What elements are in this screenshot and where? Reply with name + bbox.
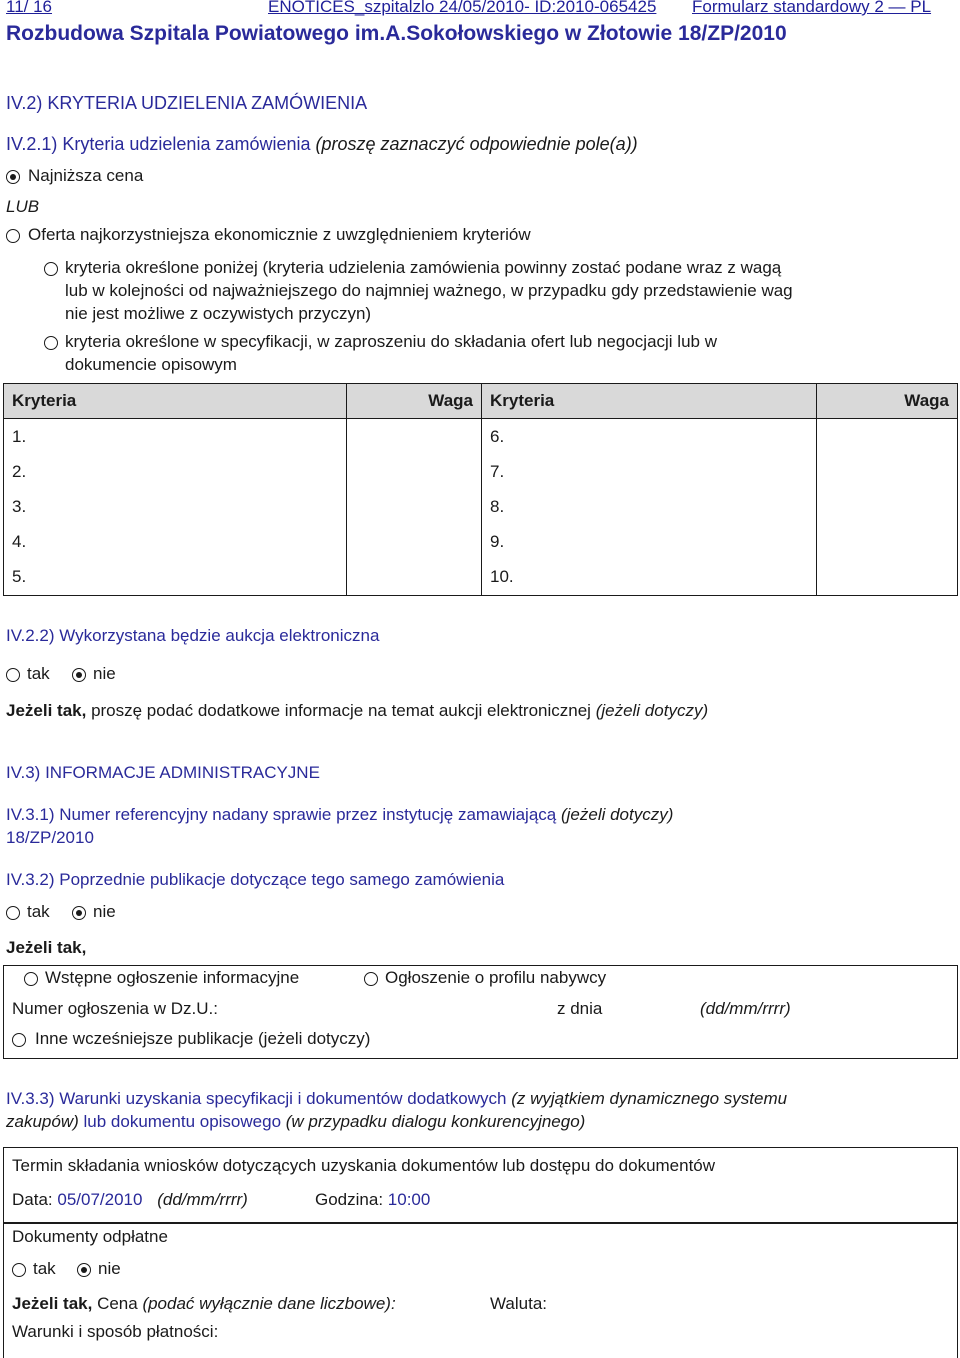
criterion-left: 5. [4,559,347,596]
section-iv33-hint-c: (w przypadku dialogu konkurencyjnego) [285,1112,586,1131]
section-iv33-heading-line2 [6,1112,585,1132]
section-iv33-title-b: lub dokumentu opisowego [83,1112,282,1131]
label-paid-yes: tak [33,1259,56,1278]
label-criteria-spec-1: kryteria określone w specyfikacji, w zaproszeniu do składania ofert lub negocjacji lub w [65,332,717,351]
label-prior-info-notice: Wstępne ogłoszenie informacyjne [45,968,300,987]
section-iv33-hint-b: zakupów) [6,1112,79,1131]
label-paid-no: nie [98,1259,121,1278]
currency-label: Waluta: [490,1294,548,1313]
criterion-left: 1. [4,419,347,455]
label-criteria-below-1: kryteria określone poniżej (kryteria udzielenia zamówienia powinny zostać podane wraz z wagą [65,258,782,277]
section-iv21-title: IV.2.1) Kryteria udzielenia zamówienia [6,134,311,154]
section-iv33-hint-a: (z wyjątkiem dynamicznego systemu [511,1089,788,1108]
criterion-right: 8. [482,489,817,524]
deadline-date-line [12,1190,248,1210]
criterion-right: 6. [482,419,817,455]
label-other-publications: Inne wcześniejsze publikacje (jeżeli dotyczy) [35,1029,371,1048]
weight-right[interactable] [817,489,958,524]
weight-left[interactable] [347,559,482,596]
lub-label: LUB [6,197,40,216]
data-label: Data: [12,1190,53,1209]
label-lowest-price: Najniższa cena [28,166,144,185]
label-criteria-below-2: lub w kolejności od najważniejszego do najmniej ważnego, w przypadku gdy przedstawienie wag [65,281,793,300]
table-header-row [4,384,958,419]
label-criteria-spec-2: dokumencie opisowym [65,355,237,374]
label-buyer-profile: Ogłoszenie o profilu nabywcy [385,968,607,987]
section-iv32-heading: IV.3.2) Poprzednie publikacje dotyczące tego samego zamówienia [6,870,505,889]
radio-criteria-below[interactable] [44,262,58,276]
if-yes-paid: Jeżeli tak, [12,1294,93,1313]
weight-right[interactable] [817,419,958,455]
date-format: (dd/mm/rrrr) [700,999,791,1018]
notice-number-label: Numer ogłoszenia w Dz.U.: [12,999,218,1018]
if-yes-prior: Jeżeli tak, [6,938,87,957]
section-iv33-title-a: IV.3.3) Warunki uzyskania specyfikacji i dokumentów dodatkowych [6,1089,507,1108]
section-iv31-hint: (jeżeli dotyczy) [560,805,674,824]
deadline-label: Termin składania wniosków dotyczących uzyskania dokumentów lub dostępu do dokumentów [12,1156,716,1175]
radio-auction-no[interactable] [72,668,86,682]
radio-buyer-profile[interactable] [364,972,378,986]
weight-right[interactable] [817,559,958,596]
weight-left[interactable] [347,489,482,524]
radio-auction-yes[interactable] [6,668,20,682]
data-format: (dd/mm/rrrr) [157,1190,248,1209]
weight-right[interactable] [817,524,958,559]
radio-criteria-spec[interactable] [44,336,58,350]
radio-paid-no[interactable] [77,1263,91,1277]
time-value: 10:00 [387,1190,431,1209]
criterion-right: 7. [482,454,817,489]
col-criteria-right: Kryteria [482,384,817,419]
radio-prior-no[interactable] [72,906,86,920]
section-iv2-heading: IV.2) KRYTERIA UDZIELENIA ZAMÓWIENIA [6,93,368,113]
radio-best-offer[interactable] [6,229,20,243]
notice-id[interactable]: ENOTICES_szpitalzlo 24/05/2010- ID:2010-065425 [268,0,657,16]
price-hint: (podać wyłącznie dane liczbowe): [142,1294,396,1313]
label-auction-no: nie [93,664,116,683]
weight-right[interactable] [817,454,958,489]
deadline-time-line [315,1190,430,1210]
label-auction-yes: tak [27,664,50,683]
label-best-offer: Oferta najkorzystniejsza ekonomicznie z uwzględnieniem kryteriów [28,225,531,244]
table-row [4,489,958,524]
data-value: 05/07/2010 [57,1190,143,1209]
table-row [4,524,958,559]
label-prior-yes: tak [27,902,50,921]
date-label: z dnia [557,999,603,1018]
criterion-right: 9. [482,524,817,559]
criterion-left: 2. [4,454,347,489]
table-row [4,454,958,489]
label-criteria-below-3: nie jest możliwe z oczywistych przyczyn) [65,304,372,323]
weight-left[interactable] [347,419,482,455]
col-criteria-left: Kryteria [4,384,347,419]
label-prior-no: nie [93,902,116,921]
section-iv33-heading-line1 [6,1089,787,1109]
section-iv31-title: IV.3.1) Numer referencyjny nadany sprawie przez instytucję zamawiającą [6,805,557,824]
reference-number: 18/ZP/2010 [6,828,94,847]
time-label: Godzina: [315,1190,384,1209]
weight-left[interactable] [347,454,482,489]
criterion-left: 3. [4,489,347,524]
page-number[interactable]: 11/ 16 [6,0,53,16]
col-weight-right: Waga [817,384,958,419]
criterion-right: 10. [482,559,817,596]
weight-left[interactable] [347,524,482,559]
document-title: Rozbudowa Szpitala Powiatowego im.A.Sokołowskiego w Złotowie 18/ZP/2010 [6,22,787,45]
table-row [4,559,958,596]
form-type[interactable]: Formularz standardowy 2 — PL [692,0,932,16]
payment-terms-label: Warunki i sposób płatności: [12,1322,219,1341]
radio-prior-yes[interactable] [6,906,20,920]
criterion-left: 4. [4,524,347,559]
price-line [12,1294,396,1314]
radio-other-publications[interactable] [12,1033,26,1047]
radio-paid-yes[interactable] [12,1263,26,1277]
if-applicable-hint: (jeżeli dotyczy) [595,701,709,720]
paid-docs-label: Dokumenty odpłatne [12,1227,168,1246]
radio-prior-info-notice[interactable] [24,972,38,986]
section-iv31-heading [6,805,673,825]
if-yes-bold: Jeżeli tak, [6,701,87,720]
if-yes-text: proszę podać dodatkowe informacje na temat aukcji elektronicznej [91,701,591,720]
criteria-table [3,383,958,596]
section-iv21-heading [6,134,638,155]
auction-info-line [6,701,708,721]
price-label: Cena [97,1294,138,1313]
section-iv3-heading: IV.3) INFORMACJE ADMINISTRACYJNE [6,763,320,782]
table-row [4,419,958,455]
radio-lowest-price[interactable] [6,170,20,184]
section-iv22-heading: IV.2.2) Wykorzystana będzie aukcja elektroniczna [6,626,380,645]
col-weight-left: Waga [347,384,482,419]
section-iv21-hint: (proszę zaznaczyć odpowiednie pole(a)) [315,134,638,154]
